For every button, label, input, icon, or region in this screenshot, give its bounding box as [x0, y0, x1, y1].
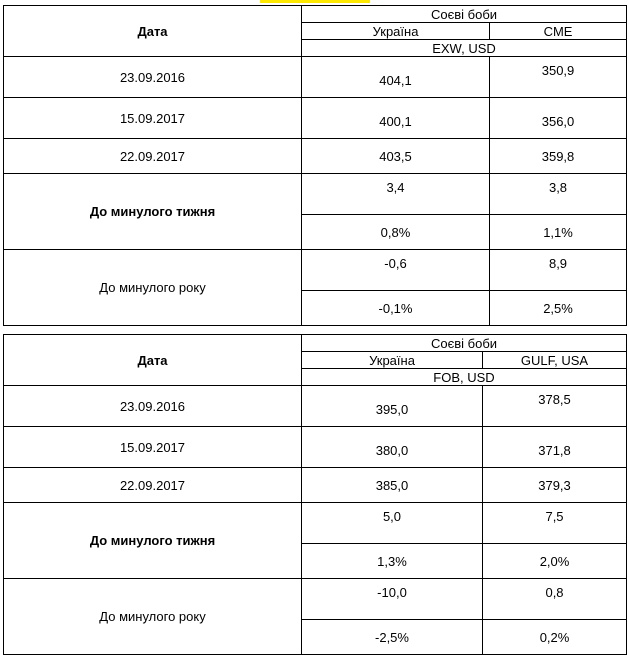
week-pct-cme: 1,1%: [490, 215, 627, 250]
product-header: Соєві боби: [302, 335, 627, 352]
table-row: [4, 174, 627, 215]
table-row: [4, 468, 627, 503]
row-value-ukraine: 400,1: [302, 98, 490, 139]
table-row: [4, 386, 627, 427]
price-table-exw: [3, 5, 627, 326]
row-date: 15.09.2017: [4, 98, 302, 139]
year-pct-ukraine: -0,1%: [302, 291, 490, 326]
week-change-label: До минулого тижня: [4, 503, 302, 579]
date-header: Дата: [4, 335, 302, 386]
column-header-cme: CME: [490, 23, 627, 40]
year-change-label: До минулого року: [4, 579, 302, 655]
week-pct-ukraine: 0,8%: [302, 215, 490, 250]
week-abs-ukraine: 5,0: [302, 503, 483, 544]
row-value-ukraine: 403,5: [302, 139, 490, 174]
column-header-ukraine: Україна: [302, 352, 483, 369]
table-row: [4, 503, 627, 544]
year-pct-cme: 2,5%: [490, 291, 627, 326]
column-header-ukraine: Україна: [302, 23, 490, 40]
year-change-label: До минулого року: [4, 250, 302, 326]
table-row: [4, 98, 627, 139]
row-value-ukraine: 404,1: [302, 57, 490, 98]
row-date: 15.09.2017: [4, 427, 302, 468]
table-row: [4, 427, 627, 468]
year-abs-ukraine: -0,6: [302, 250, 490, 291]
basis-header: EXW, USD: [302, 40, 627, 57]
row-value-gulf: 378,5: [483, 386, 627, 427]
week-abs-gulf: 7,5: [483, 503, 627, 544]
year-abs-gulf: 0,8: [483, 579, 627, 620]
row-value-gulf: 371,8: [483, 427, 627, 468]
row-value-ukraine: 380,0: [302, 427, 483, 468]
week-change-label: До минулого тижня: [4, 174, 302, 250]
week-pct-ukraine: 1,3%: [302, 544, 483, 579]
year-pct-gulf: 0,2%: [483, 620, 627, 655]
week-pct-gulf: 2,0%: [483, 544, 627, 579]
row-date: 22.09.2017: [4, 139, 302, 174]
row-date: 23.09.2016: [4, 386, 302, 427]
price-table-fob: [3, 334, 627, 655]
year-abs-cme: 8,9: [490, 250, 627, 291]
row-date: 22.09.2017: [4, 468, 302, 503]
row-value-gulf: 379,3: [483, 468, 627, 503]
table-row: [4, 57, 627, 98]
week-abs-ukraine: 3,4: [302, 174, 490, 215]
row-date: 23.09.2016: [4, 57, 302, 98]
row-value-ukraine: 385,0: [302, 468, 483, 503]
row-value-ukraine: 395,0: [302, 386, 483, 427]
table-row: [4, 579, 627, 620]
highlight-mark: [260, 0, 370, 3]
row-value-cme: 350,9: [490, 57, 627, 98]
year-pct-ukraine: -2,5%: [302, 620, 483, 655]
year-abs-ukraine: -10,0: [302, 579, 483, 620]
date-header: Дата: [4, 6, 302, 57]
table-row: [4, 250, 627, 291]
table-row: [4, 139, 627, 174]
column-header-gulf: GULF, USA: [483, 352, 627, 369]
basis-header: FOB, USD: [302, 369, 627, 386]
week-abs-cme: 3,8: [490, 174, 627, 215]
row-value-cme: 359,8: [490, 139, 627, 174]
product-header: Соєві боби: [302, 6, 627, 23]
row-value-cme: 356,0: [490, 98, 627, 139]
